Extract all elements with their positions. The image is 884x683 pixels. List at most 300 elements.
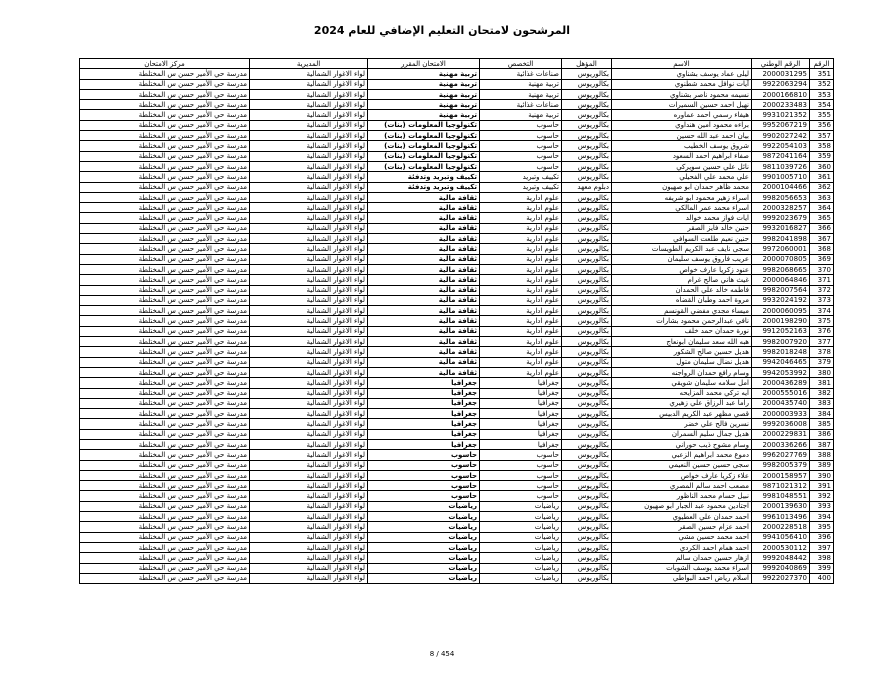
cell-national-id: 2000070805 [752, 254, 810, 264]
table-row [80, 398, 834, 408]
table-header [80, 59, 834, 69]
cell-name: آيات نوافل محمد شطنوي [612, 79, 752, 89]
header-national-id: الرقم الوطني [752, 59, 810, 69]
cell-directorate: لواء الاغوار الشمالية [250, 100, 368, 110]
header-num: الرقم [810, 59, 834, 69]
cell-qualification: بكالوريوس [562, 563, 612, 573]
cell-specialization: جغرافيا [480, 388, 562, 398]
cell-center: مدرسة حي الأمير حسن س المختلطة [80, 470, 250, 480]
cell-qualification: بكالوريوس [562, 79, 612, 89]
table-row [80, 275, 834, 285]
cell-specialization: جغرافيا [480, 378, 562, 388]
cell-center: مدرسة حي الأمير حسن س المختلطة [80, 285, 250, 295]
table-row [80, 501, 834, 511]
cell-national-id: 2000166810 [752, 89, 810, 99]
cell-specialization: حاسوب [480, 151, 562, 161]
cell-directorate: لواء الاغوار الشمالية [250, 460, 368, 470]
cell-center: مدرسة حي الأمير حسن س المختلطة [80, 553, 250, 563]
cell-specialization: رياضيات [480, 563, 562, 573]
cell-num: 364 [810, 203, 834, 213]
table-row [80, 367, 834, 377]
cell-center: مدرسة حي الأمير حسن س المختلطة [80, 501, 250, 511]
cell-center: مدرسة حي الأمير حسن س المختلطة [80, 89, 250, 99]
cell-directorate: لواء الاغوار الشمالية [250, 553, 368, 563]
cell-name: سجى حسين حسين النعيمي [612, 460, 752, 470]
table-row [80, 234, 834, 244]
cell-center: مدرسة حي الأمير حسن س المختلطة [80, 409, 250, 419]
cell-national-id: 9952067219 [752, 120, 810, 130]
cell-num: 383 [810, 398, 834, 408]
cell-national-id: 2000158957 [752, 470, 810, 480]
cell-national-id: 9922027370 [752, 573, 810, 583]
cell-specialization: حاسوب [480, 161, 562, 171]
cell-center: مدرسة حي الأمير حسن س المختلطة [80, 326, 250, 336]
cell-num: 380 [810, 367, 834, 377]
cell-national-id: 9961013496 [752, 512, 810, 522]
table-row [80, 79, 834, 89]
cell-exam: تكنولوجيا المعلومات (بنات) [368, 161, 480, 171]
cell-exam: ثقافة مالية [368, 347, 480, 357]
cell-qualification: بكالوريوس [562, 367, 612, 377]
cell-num: 363 [810, 192, 834, 202]
header-qualification: المؤهل [562, 59, 612, 69]
cell-center: مدرسة حي الأمير حسن س المختلطة [80, 522, 250, 532]
cell-exam: حاسوب [368, 460, 480, 470]
cell-national-id: 9932024192 [752, 295, 810, 305]
cell-center: مدرسة حي الأمير حسن س المختلطة [80, 460, 250, 470]
cell-specialization: حاسوب [480, 460, 562, 470]
table-row [80, 553, 834, 563]
cell-name: اسلام رياض احمد البواطي [612, 573, 752, 583]
cell-directorate: لواء الاغوار الشمالية [250, 203, 368, 213]
cell-num: 390 [810, 470, 834, 480]
cell-specialization: رياضيات [480, 512, 562, 522]
cell-specialization: جغرافيا [480, 398, 562, 408]
cell-num: 385 [810, 419, 834, 429]
cell-num: 372 [810, 285, 834, 295]
table-row [80, 203, 834, 213]
cell-name: احمد همام احمد الكردي [612, 542, 752, 552]
cell-directorate: لواء الاغوار الشمالية [250, 501, 368, 511]
table-row [80, 100, 834, 110]
cell-national-id: 2000064846 [752, 275, 810, 285]
cell-national-id: 9962027769 [752, 450, 810, 460]
cell-qualification: بكالوريوس [562, 285, 612, 295]
cell-specialization: علوم ادارية [480, 295, 562, 305]
cell-name: مروة احمد وطبان القضاه [612, 295, 752, 305]
cell-name: ليلى عماد يوسف بشناوي [612, 69, 752, 79]
cell-center: مدرسة حي الأمير حسن س المختلطة [80, 398, 250, 408]
table-row [80, 470, 834, 480]
cell-directorate: لواء الاغوار الشمالية [250, 131, 368, 141]
cell-qualification: بكالوريوس [562, 573, 612, 583]
cell-center: مدرسة حي الأمير حسن س المختلطة [80, 141, 250, 151]
cell-name: ازهار حسين حمدان سالم [612, 553, 752, 563]
cell-directorate: لواء الاغوار الشمالية [250, 326, 368, 336]
header-row [80, 59, 834, 69]
header-center: مركز الامتحان [80, 59, 250, 69]
cell-specialization: رياضيات [480, 553, 562, 563]
table-row [80, 192, 834, 202]
table-row [80, 316, 834, 326]
cell-specialization: علوم ادارية [480, 254, 562, 264]
cell-center: مدرسة حي الأمير حسن س المختلطة [80, 306, 250, 316]
cell-specialization: صناعات غذائية [480, 69, 562, 79]
cell-center: مدرسة حي الأمير حسن س المختلطة [80, 131, 250, 141]
table-row [80, 439, 834, 449]
cell-exam: ثقافة مالية [368, 223, 480, 233]
cell-num: 384 [810, 409, 834, 419]
cell-num: 398 [810, 553, 834, 563]
cell-national-id: 9942053992 [752, 367, 810, 377]
cell-specialization: علوم ادارية [480, 213, 562, 223]
cell-directorate: لواء الاغوار الشمالية [250, 316, 368, 326]
table-row [80, 285, 834, 295]
cell-exam: حاسوب [368, 481, 480, 491]
cell-name: ايه تركي محمد المزايحه [612, 388, 752, 398]
table-row [80, 120, 834, 130]
cell-name: هبه الله سعد سليمان ابونعاج [612, 337, 752, 347]
cell-specialization: رياضيات [480, 542, 562, 552]
cell-national-id: 2000139630 [752, 501, 810, 511]
cell-name: بيان احمد عبد الله حسين [612, 131, 752, 141]
cell-num: 354 [810, 100, 834, 110]
cell-num: 377 [810, 337, 834, 347]
cell-center: مدرسة حي الأمير حسن س المختلطة [80, 337, 250, 347]
table-row [80, 161, 834, 171]
cell-center: مدرسة حي الأمير حسن س المختلطة [80, 120, 250, 130]
cell-qualification: بكالوريوس [562, 120, 612, 130]
cell-exam: تكنولوجيا المعلومات (بنات) [368, 131, 480, 141]
cell-directorate: لواء الاغوار الشمالية [250, 367, 368, 377]
cell-exam: ثقافة مالية [368, 295, 480, 305]
cell-directorate: لواء الاغوار الشمالية [250, 542, 368, 552]
cell-name: نورة حمدان حمد خلف [612, 326, 752, 336]
cell-center: مدرسة حي الأمير حسن س المختلطة [80, 79, 250, 89]
cell-qualification: بكالوريوس [562, 460, 612, 470]
cell-directorate: لواء الاغوار الشمالية [250, 244, 368, 254]
cell-directorate: لواء الاغوار الشمالية [250, 398, 368, 408]
cell-qualification: بكالوريوس [562, 398, 612, 408]
cell-national-id: 9811039726 [752, 161, 810, 171]
cell-name: مصعب احمد سالم المصري [612, 481, 752, 491]
table-row [80, 213, 834, 223]
cell-specialization: علوم ادارية [480, 285, 562, 295]
cell-specialization: علوم ادارية [480, 367, 562, 377]
table-row [80, 460, 834, 470]
cell-name: احمد محمد حسين مشي [612, 532, 752, 542]
cell-name: اسراء زهير محمود ابو شريفه [612, 192, 752, 202]
cell-directorate: لواء الاغوار الشمالية [250, 254, 368, 264]
cell-name: اجتادين محمود عبد الجبار ابو صهيون [612, 501, 752, 511]
cell-exam: رياضيات [368, 501, 480, 511]
cell-specialization: حاسوب [480, 120, 562, 130]
cell-num: 359 [810, 151, 834, 161]
cell-qualification: بكالوريوس [562, 419, 612, 429]
table-row [80, 306, 834, 316]
cell-specialization: رياضيات [480, 501, 562, 511]
cell-directorate: لواء الاغوار الشمالية [250, 429, 368, 439]
cell-qualification: بكالوريوس [562, 481, 612, 491]
cell-name: هيفاء رسمي احمد عماوره [612, 110, 752, 120]
cell-num: 394 [810, 512, 834, 522]
cell-name: نسرين فالح علي خضر [612, 419, 752, 429]
cell-exam: تكنولوجيا المعلومات (بنات) [368, 151, 480, 161]
cell-name: دموع محمد ابراهيم الزعبي [612, 450, 752, 460]
cell-national-id: 2000555016 [752, 388, 810, 398]
cell-directorate: لواء الاغوار الشمالية [250, 532, 368, 542]
cell-qualification: بكالوريوس [562, 89, 612, 99]
cell-directorate: لواء الاغوار الشمالية [250, 450, 368, 460]
cell-national-id: 2000229831 [752, 429, 810, 439]
cell-exam: ثقافة مالية [368, 234, 480, 244]
cell-num: 358 [810, 141, 834, 151]
cell-center: مدرسة حي الأمير حسن س المختلطة [80, 388, 250, 398]
cell-center: مدرسة حي الأمير حسن س المختلطة [80, 573, 250, 583]
table-row [80, 347, 834, 357]
cell-name: حنين نعيم طلعت السوافي [612, 234, 752, 244]
cell-specialization: حاسوب [480, 141, 562, 151]
cell-exam: حاسوب [368, 491, 480, 501]
cell-name: عنود زكريا عارف خواص [612, 264, 752, 274]
cell-national-id: 9992036008 [752, 419, 810, 429]
cell-center: مدرسة حي الأمير حسن س المختلطة [80, 563, 250, 573]
cell-num: 369 [810, 254, 834, 264]
cell-qualification: بكالوريوس [562, 553, 612, 563]
cell-qualification: بكالوريوس [562, 337, 612, 347]
cell-specialization: رياضيات [480, 573, 562, 583]
table-row [80, 131, 834, 141]
cell-specialization: جغرافيا [480, 409, 562, 419]
cell-name: وسام مشوح ذيب حوراني [612, 439, 752, 449]
cell-num: 360 [810, 161, 834, 171]
cell-national-id: 9871021312 [752, 481, 810, 491]
cell-exam: ثقافة مالية [368, 244, 480, 254]
cell-directorate: لواء الاغوار الشمالية [250, 161, 368, 171]
cell-exam: تربية مهنية [368, 89, 480, 99]
cell-exam: جغرافيا [368, 419, 480, 429]
cell-specialization: حاسوب [480, 450, 562, 460]
cell-qualification: بكالوريوس [562, 470, 612, 480]
cell-exam: ثقافة مالية [368, 275, 480, 285]
cell-num: 388 [810, 450, 834, 460]
table-row [80, 563, 834, 573]
cell-name: نبيل حسام محمد الناظور [612, 491, 752, 501]
table-row [80, 89, 834, 99]
table-row [80, 172, 834, 182]
cell-directorate: لواء الاغوار الشمالية [250, 192, 368, 202]
cell-qualification: بكالوريوس [562, 69, 612, 79]
table-row [80, 481, 834, 491]
cell-center: مدرسة حي الأمير حسن س المختلطة [80, 450, 250, 460]
cell-exam: رياضيات [368, 573, 480, 583]
cell-qualification: بكالوريوس [562, 388, 612, 398]
cell-national-id: 2000336266 [752, 439, 810, 449]
header-exam: الامتحان المقرر [368, 59, 480, 69]
cell-national-id: 2000530112 [752, 542, 810, 552]
cell-exam: تكنولوجيا المعلومات (بنات) [368, 141, 480, 151]
cell-specialization: رياضيات [480, 522, 562, 532]
cell-directorate: لواء الاغوار الشمالية [250, 295, 368, 305]
cell-directorate: لواء الاغوار الشمالية [250, 213, 368, 223]
table-row [80, 337, 834, 347]
cell-specialization: جغرافيا [480, 439, 562, 449]
cell-exam: رياضيات [368, 542, 480, 552]
cell-qualification: بكالوريوس [562, 491, 612, 501]
cell-num: 373 [810, 295, 834, 305]
cell-qualification: بكالوريوس [562, 151, 612, 161]
header-specialization: التخصص [480, 59, 562, 69]
cell-qualification: بكالوريوس [562, 234, 612, 244]
cell-num: 367 [810, 234, 834, 244]
cell-center: مدرسة حي الأمير حسن س المختلطة [80, 203, 250, 213]
cell-exam: ثقافة مالية [368, 192, 480, 202]
cell-qualification: بكالوريوس [562, 141, 612, 151]
cell-directorate: لواء الاغوار الشمالية [250, 223, 368, 233]
cell-exam: حاسوب [368, 470, 480, 480]
cell-center: مدرسة حي الأمير حسن س المختلطة [80, 295, 250, 305]
cell-num: 351 [810, 69, 834, 79]
cell-qualification: بكالوريوس [562, 326, 612, 336]
cell-directorate: لواء الاغوار الشمالية [250, 69, 368, 79]
cell-name: راما عبد الرزاق علي زهيري [612, 398, 752, 408]
cell-specialization: علوم ادارية [480, 234, 562, 244]
cell-name: نسيمه محمود ناصر بشناوي [612, 89, 752, 99]
cell-qualification: بكالوريوس [562, 223, 612, 233]
table-row [80, 326, 834, 336]
cell-center: مدرسة حي الأمير حسن س المختلطة [80, 419, 250, 429]
cell-exam: جغرافيا [368, 439, 480, 449]
cell-specialization: علوم ادارية [480, 306, 562, 316]
cell-directorate: لواء الاغوار الشمالية [250, 120, 368, 130]
cell-name: اسراء محمد يوسف الشوبات [612, 563, 752, 573]
table-row [80, 542, 834, 552]
cell-directorate: لواء الاغوار الشمالية [250, 89, 368, 99]
cell-qualification: بكالوريوس [562, 264, 612, 274]
cell-directorate: لواء الاغوار الشمالية [250, 357, 368, 367]
cell-center: مدرسة حي الأمير حسن س المختلطة [80, 316, 250, 326]
cell-specialization: علوم ادارية [480, 357, 562, 367]
table-row [80, 141, 834, 151]
cell-name: ميساء مجدي مفضي القونسم [612, 306, 752, 316]
cell-name: عريب فاروق يوسف سليمان [612, 254, 752, 264]
table-row [80, 69, 834, 79]
cell-num: 353 [810, 89, 834, 99]
cell-qualification: بكالوريوس [562, 450, 612, 460]
cell-name: وسام رافع حمدان الرواجنه [612, 367, 752, 377]
cell-specialization: حاسوب [480, 481, 562, 491]
cell-num: 382 [810, 388, 834, 398]
cell-exam: ثقافة مالية [368, 264, 480, 274]
cell-directorate: لواء الاغوار الشمالية [250, 563, 368, 573]
cell-exam: ثقافة مالية [368, 213, 480, 223]
cell-center: مدرسة حي الأمير حسن س المختلطة [80, 223, 250, 233]
cell-qualification: دبلوم معهد [562, 182, 612, 192]
cell-qualification: بكالوريوس [562, 378, 612, 388]
cell-national-id: 2000104466 [752, 182, 810, 192]
cell-num: 375 [810, 316, 834, 326]
table-row [80, 378, 834, 388]
cell-num: 356 [810, 120, 834, 130]
cell-qualification: بكالوريوس [562, 357, 612, 367]
table-row [80, 254, 834, 264]
cell-num: 370 [810, 264, 834, 274]
table-row [80, 110, 834, 120]
cell-num: 378 [810, 347, 834, 357]
cell-center: مدرسة حي الأمير حسن س المختلطة [80, 110, 250, 120]
cell-exam: رياضيات [368, 512, 480, 522]
cell-qualification: بكالوريوس [562, 512, 612, 522]
cell-specialization: علوم ادارية [480, 275, 562, 285]
cell-num: 361 [810, 172, 834, 182]
cell-specialization: علوم ادارية [480, 347, 562, 357]
table-row [80, 388, 834, 398]
cell-name: محمد ظاهر حمدان ابو صهيون [612, 182, 752, 192]
cell-name: علي محمد علي الفحيلي [612, 172, 752, 182]
cell-num: 376 [810, 326, 834, 336]
cell-national-id: 9982068665 [752, 264, 810, 274]
cell-num: 381 [810, 378, 834, 388]
cell-directorate: لواء الاغوار الشمالية [250, 419, 368, 429]
cell-num: 362 [810, 182, 834, 192]
cell-name: قصي مظهر عبد الكريم الدبيس [612, 409, 752, 419]
cell-num: 365 [810, 213, 834, 223]
cell-exam: تربية مهنية [368, 79, 480, 89]
page-indicator: 8 / 454 [429, 650, 455, 658]
cell-center: مدرسة حي الأمير حسن س المختلطة [80, 367, 250, 377]
cell-exam: ثقافة مالية [368, 326, 480, 336]
cell-num: 396 [810, 532, 834, 542]
cell-exam: ثقافة مالية [368, 306, 480, 316]
cell-qualification: بكالوريوس [562, 347, 612, 357]
cell-national-id: 9872041164 [752, 151, 810, 161]
cell-directorate: لواء الاغوار الشمالية [250, 481, 368, 491]
cell-national-id: 9942046465 [752, 357, 810, 367]
cell-directorate: لواء الاغوار الشمالية [250, 409, 368, 419]
cell-national-id: 9982005379 [752, 460, 810, 470]
cell-num: 397 [810, 542, 834, 552]
cell-name: سجى نايف عبد الكريم الطويسات [612, 244, 752, 254]
cell-name: نهيل احمد حسين السميرات [612, 100, 752, 110]
cell-center: مدرسة حي الأمير حسن س المختلطة [80, 347, 250, 357]
cell-name: هديل حسين صالح الشكور [612, 347, 752, 357]
cell-directorate: لواء الاغوار الشمالية [250, 388, 368, 398]
cell-name: هديل جمال سليم السمران [612, 429, 752, 439]
cell-national-id: 2000435740 [752, 398, 810, 408]
cell-specialization: حاسوب [480, 131, 562, 141]
cell-num: 392 [810, 491, 834, 501]
cell-center: مدرسة حي الأمير حسن س المختلطة [80, 481, 250, 491]
cell-center: مدرسة حي الأمير حسن س المختلطة [80, 357, 250, 367]
table-row [80, 419, 834, 429]
cell-national-id: 9982041898 [752, 234, 810, 244]
cell-exam: تربية مهنية [368, 110, 480, 120]
cell-directorate: لواء الاغوار الشمالية [250, 234, 368, 244]
cell-specialization: تربية مهنية [480, 79, 562, 89]
cell-national-id: 9972060001 [752, 244, 810, 254]
cell-specialization: علوم ادارية [480, 316, 562, 326]
cell-exam: رياضيات [368, 522, 480, 532]
cell-specialization: حاسوب [480, 491, 562, 501]
cell-name: حنين خالد فايز الصقر [612, 223, 752, 233]
cell-national-id: 9982018248 [752, 347, 810, 357]
cell-directorate: لواء الاغوار الشمالية [250, 182, 368, 192]
cell-exam: تربية مهنية [368, 100, 480, 110]
cell-name: علاء زكريا عارف خواص [612, 470, 752, 480]
cell-exam: رياضيات [368, 553, 480, 563]
cell-qualification: بكالوريوس [562, 254, 612, 264]
cell-directorate: لواء الاغوار الشمالية [250, 151, 368, 161]
